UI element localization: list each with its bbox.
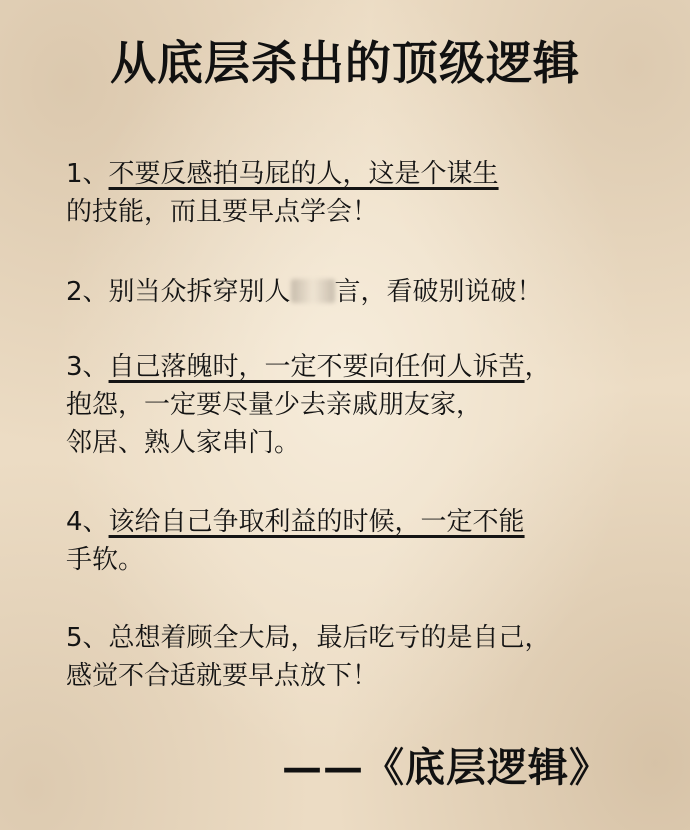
item-line: 邻居、熟人家串门。: [66, 428, 301, 458]
item-text: 2、别当众拆穿别人: [66, 277, 291, 307]
item-line: 的技能，而且要早点学会！: [66, 197, 379, 227]
item-line: [66, 155, 646, 193]
redacted-blur: [291, 279, 335, 303]
underlined-text: 该给自己争取利益的时候，一定不能: [108, 507, 525, 537]
item-number: 1、: [66, 159, 109, 189]
item-text: ，: [524, 352, 551, 382]
item-line: 手软。: [66, 545, 145, 575]
item-line: 感觉不合适就要早点放下！: [66, 661, 379, 691]
item-line: 5、总想着顾全大局，最后吃亏的是自己，: [66, 623, 551, 653]
item-line: [66, 503, 646, 541]
item-line: [66, 273, 646, 311]
list-item: [66, 155, 646, 231]
source-attribution: ——《底层逻辑》: [282, 744, 610, 791]
underlined-text: 自己落魄时，一定不要向任何人诉苦: [108, 352, 525, 382]
list-item: [66, 348, 646, 462]
item-line: [66, 348, 646, 386]
item-number: 3、: [66, 352, 109, 382]
list-item: [66, 273, 646, 311]
item-line: 抱怨，一定要尽量少去亲戚朋友家，: [66, 390, 483, 420]
page-title: 从底层杀出的顶级逻辑: [110, 36, 580, 90]
item-number: 4、: [66, 507, 109, 537]
list-item: [66, 503, 646, 579]
list-item: [66, 619, 646, 695]
underlined-text: 不要反感拍马屁的人，这是个谋生: [108, 159, 499, 189]
item-text: 言，看破别说破！: [334, 277, 543, 307]
